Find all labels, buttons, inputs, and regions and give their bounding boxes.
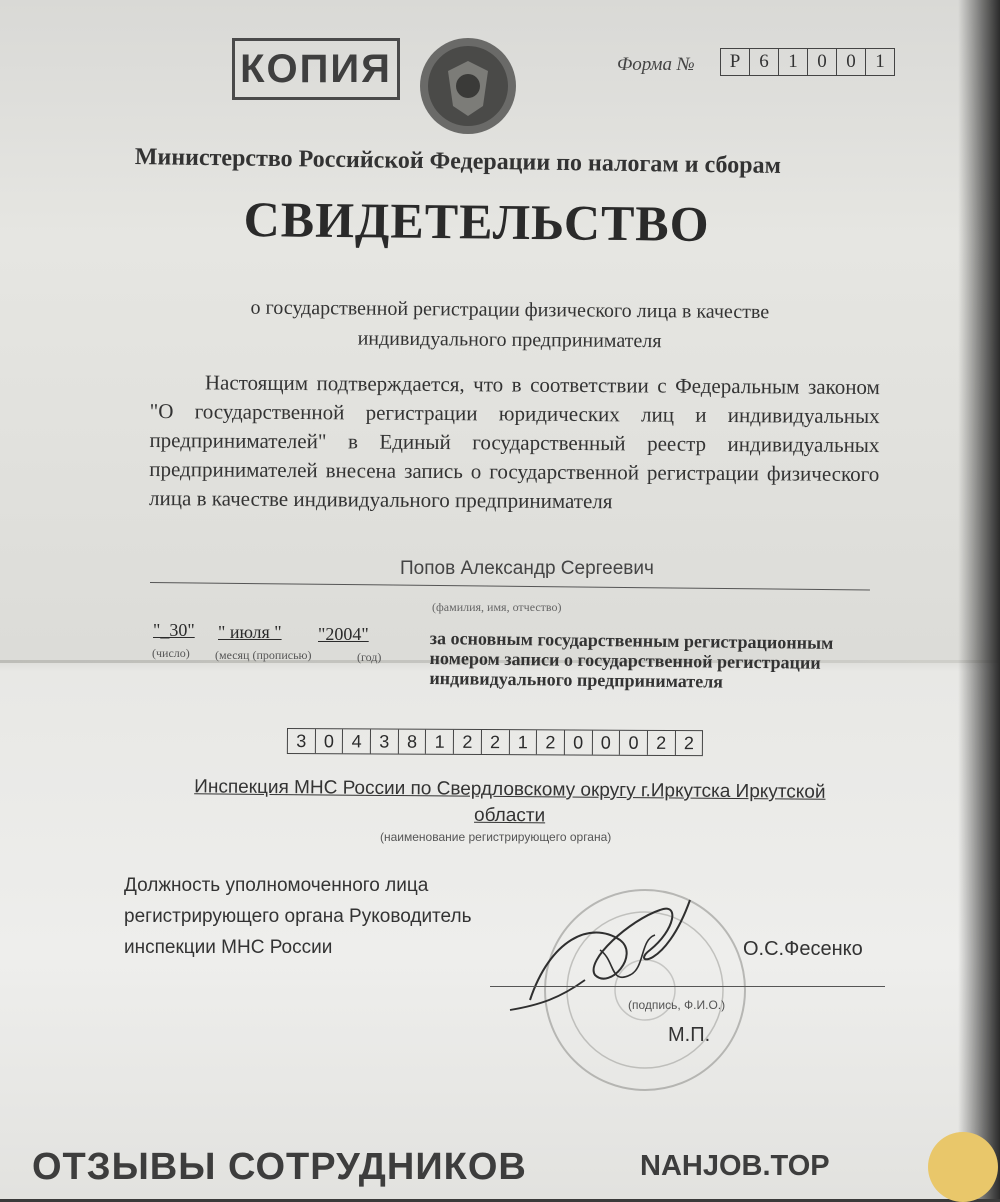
reg-digit: 0 (620, 731, 648, 755)
copy-stamp: КОПИЯ (232, 38, 400, 100)
registration-text: за основным государственным регистрационным номером записи о государственной регистрации индивидуального предпринимателя (429, 628, 834, 692)
inspection-name: Инспекция МНС России по Свердловскому округу г.Иркутска Иркутской области (194, 776, 826, 827)
mascot-icon (928, 1132, 998, 1202)
signature-caption: (подпись, Ф.И.О.) (628, 998, 726, 1012)
body-paragraph: Настоящим подтверждается, что в соответствии с Федеральным законом "О государственной регистрации юридических лиц и индивидуальных предпринимателей" в Единый государственный реестр индивидуальных предпринимателей внесена запись о государственной регистрации физического лица в качестве индивидуального предпринимателя (149, 370, 880, 514)
date-day-caption: (число) (152, 646, 190, 660)
reg-digit: 8 (399, 730, 427, 754)
name-caption: (фамилия, имя, отчество) (432, 600, 562, 614)
reg-digit: 2 (683, 733, 694, 754)
coat-of-arms-emblem (418, 36, 518, 136)
watermark-left: ОТЗЫВЫ СОТРУДНИКОВ (32, 1146, 527, 1188)
form-digit: 1 (875, 51, 885, 72)
reg-digit: 2 (648, 731, 676, 755)
reg-digit: 0 (565, 730, 593, 754)
document-title: СВИДЕТЕЛЬСТВО (243, 190, 710, 252)
date-month: " июля " (218, 622, 282, 642)
signature-line (490, 986, 885, 987)
form-digit: 1 (779, 49, 808, 75)
form-number-label: Форма № (617, 54, 695, 75)
ministry-heading: Министерство Российской Федерации по налогам и сборам (134, 144, 782, 180)
reg-digit: 3 (288, 729, 316, 753)
signer-name: О.С.Фесенко (743, 938, 863, 960)
reg-digit: 4 (343, 729, 371, 753)
inspection-caption: (наименование регистрирующего органа) (380, 830, 612, 844)
form-digit: Р (721, 49, 750, 75)
reg-digit: 2 (454, 730, 482, 754)
form-digit: 0 (837, 49, 866, 75)
reg-digit: 1 (426, 730, 454, 754)
person-name: Попов Александр Сергеевич (400, 558, 654, 579)
form-digit: 6 (750, 49, 779, 75)
official-position: Должность уполномоченного лица регистрирующего органа Руководитель инспекции МНС России (124, 875, 472, 958)
date-day: "_30" (153, 620, 195, 640)
reg-digit: 1 (509, 730, 537, 754)
form-number-cells (720, 48, 895, 76)
date-month-caption: (месяц (прописью) (215, 648, 312, 662)
seal-place-label: М.П. (668, 1024, 711, 1046)
background-shadow (958, 0, 1000, 1199)
date-year-caption: (год) (357, 650, 382, 664)
reg-digit: 2 (482, 730, 510, 754)
document-subtitle: о государственной регистрации физического лица в качестве индивидуального предпринимателя (250, 296, 770, 353)
reg-digit: 2 (537, 730, 565, 754)
watermark-right: NAHJOB.TOP (640, 1150, 830, 1182)
reg-digit: 3 (371, 729, 399, 753)
reg-digit: 0 (316, 729, 344, 753)
reg-digit: 0 (592, 731, 620, 755)
registration-number-cells (287, 728, 703, 756)
date-year: "2004" (318, 624, 369, 644)
form-digit: 0 (808, 49, 837, 75)
